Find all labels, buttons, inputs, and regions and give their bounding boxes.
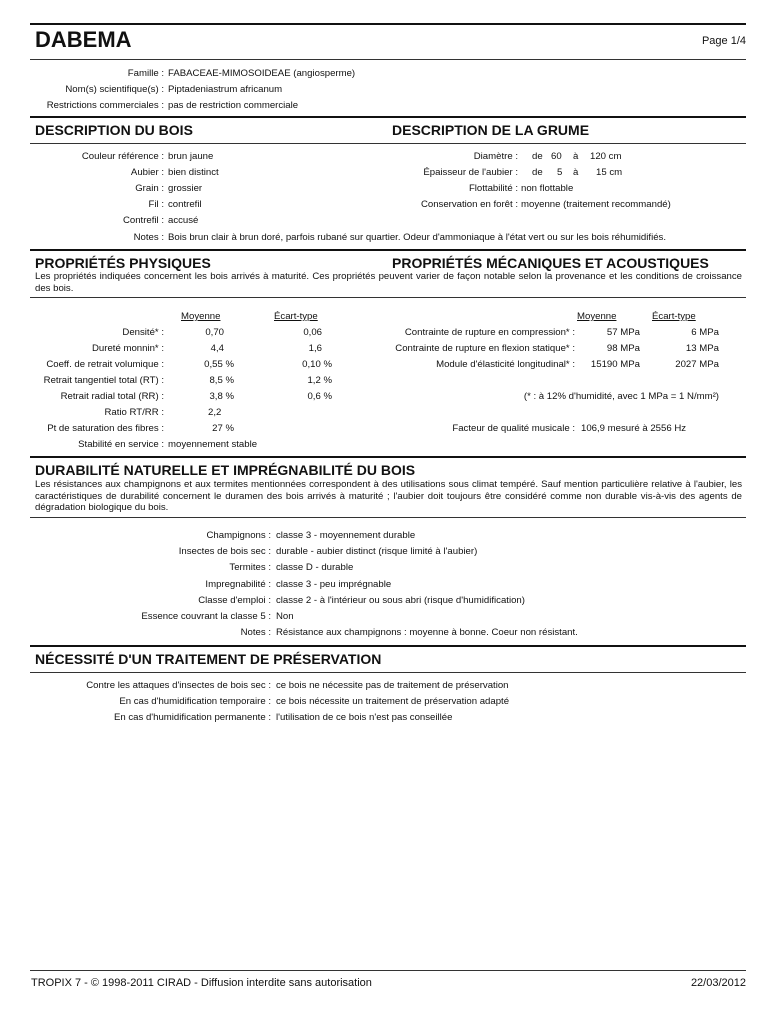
flottabilite-label: Flottabilité : bbox=[468, 183, 518, 194]
traitement-row-value: l'utilisation de ce bois n'est pas conseillée bbox=[276, 712, 453, 723]
notes-value: Bois brun clair à brun doré, parfois rubané sur quartier. Odeur d'ammoniaque à l'état vert ou sur les bois réhumidifiés. bbox=[168, 232, 666, 243]
phys-row-ecart: 0,6 % bbox=[307, 391, 332, 402]
footer-copyright: TROPIX 7 - © 1998-2011 CIRAD - Diffusion interdite sans autorisation bbox=[31, 977, 372, 989]
flottabilite-value: non flottable bbox=[521, 183, 574, 194]
section-rule bbox=[30, 517, 746, 518]
famille-value: FABACEAE-MIMOSOIDEAE (angiosperme) bbox=[168, 68, 356, 79]
diametre-de: de bbox=[532, 151, 543, 162]
physiques-col-moyenne: Moyenne bbox=[181, 311, 221, 322]
mecaniques-heading: PROPRIÉTÉS MÉCANIQUES ET ACOUSTIQUES bbox=[392, 255, 709, 271]
phys-row-moyenne: 0,55 % bbox=[204, 359, 234, 370]
page-title: DABEMA bbox=[35, 27, 132, 52]
section-rule bbox=[30, 645, 746, 647]
fil-label: Fil : bbox=[148, 199, 164, 210]
aubier-label: Aubier : bbox=[130, 167, 164, 178]
grume-heading: DESCRIPTION DE LA GRUME bbox=[392, 122, 590, 138]
section-rule bbox=[30, 672, 746, 673]
couleur-value: brun jaune bbox=[168, 151, 214, 162]
meca-row-ecart: 6 MPa bbox=[691, 327, 719, 338]
footer-date: 22/03/2012 bbox=[690, 977, 746, 989]
conservation-value: moyenne (traitement recommandé) bbox=[521, 199, 671, 210]
aubier-value: bien distinct bbox=[168, 167, 219, 178]
bois-heading: DESCRIPTION DU BOIS bbox=[35, 122, 193, 138]
aubier-thickness-a: à bbox=[573, 167, 579, 178]
classe5-value: Non bbox=[276, 611, 294, 622]
footer-rule bbox=[30, 970, 746, 971]
restrictions-value: pas de restriction commerciale bbox=[168, 100, 299, 111]
phys-row-label: Ratio RT/RR : bbox=[104, 407, 164, 418]
diametre-max: 120 cm bbox=[590, 151, 622, 162]
fil-value: contrefil bbox=[168, 199, 202, 210]
mecaniques-footnote: (* : à 12% d'humidité, avec 1 MPa = 1 N/mm²) bbox=[523, 391, 719, 402]
musical-value: 106,9 mesuré à 2556 Hz bbox=[581, 423, 687, 434]
phys-row-ecart: 1,2 % bbox=[307, 375, 332, 386]
aubier-thickness-min: 5 bbox=[557, 167, 563, 178]
diametre-min: 60 bbox=[551, 151, 562, 162]
impregnabilite-value: classe 3 - peu imprégnable bbox=[276, 579, 392, 590]
phys-row-label: Densité* : bbox=[122, 327, 164, 338]
physiques-heading: PROPRIÉTÉS PHYSIQUES bbox=[35, 255, 211, 271]
header-rule bbox=[30, 59, 746, 60]
traitement-row-label: En cas d'humidification temporaire : bbox=[119, 696, 271, 707]
couleur-label: Couleur référence : bbox=[81, 151, 164, 162]
physiques-col-ecart: Écart-type bbox=[274, 311, 318, 322]
phys-row-ecart: 0,10 % bbox=[302, 359, 332, 370]
aubier-thickness-label: Épaisseur de l'aubier : bbox=[423, 167, 518, 178]
phys-row-moyenne: 2,2 bbox=[208, 407, 222, 418]
phys-row-ecart: 0,06 bbox=[303, 327, 322, 338]
traitement-row-label: En cas d'humidification permanente : bbox=[113, 712, 271, 723]
impregnabilite-label: Impregnabilité : bbox=[205, 579, 271, 590]
conservation-label: Conservation en forêt : bbox=[420, 199, 518, 210]
meca-row-label: Contrainte de rupture en compression* : bbox=[404, 327, 575, 338]
phys-row-label: Dureté monnin* : bbox=[92, 343, 164, 354]
phys-row-moyenne: 8,5 % bbox=[209, 375, 234, 386]
physiques-intro: Les propriétés indiquées concernent les bois arrivés à maturité. Ces propriétés peuvent varier de façon notable selon la provenance et les conditions de croissance des bois. bbox=[35, 271, 742, 294]
classe-emploi-value: classe 2 - à l'intérieur ou sous abri (risque d'humidification) bbox=[276, 595, 525, 606]
durabilite-intro: Les résistances aux champignons et aux termites mentionnées correspondent à des utilisations sous climat tempéré. Sauf mention particulière relative à l'aubier, les caractéristiques de durabilité concernent le duramen des bois arrivés à maturité ; l'aubier doit toujours être considéré comme non durable vis-à-vis des agents de dégradation biologique du bois. bbox=[35, 479, 742, 513]
durabilite-notes-label: Notes : bbox=[240, 627, 271, 638]
page-number: Page 1/4 bbox=[701, 35, 746, 47]
stabilite-value: moyennement stable bbox=[168, 439, 258, 450]
meca-row-moyenne: 98 MPa bbox=[606, 343, 640, 354]
section-rule bbox=[30, 143, 746, 144]
section-rule bbox=[30, 249, 746, 251]
mecaniques-col-ecart: Écart-type bbox=[652, 311, 696, 322]
durabilite-notes-value: Résistance aux champignons : moyenne à bonne. Coeur non résistant. bbox=[276, 627, 578, 638]
insectes-value: durable - aubier distinct (risque limité à l'aubier) bbox=[276, 546, 478, 557]
termites-value: classe D - durable bbox=[276, 562, 354, 573]
contrefil-label: Contrefil : bbox=[122, 215, 164, 226]
termites-label: Termites : bbox=[229, 562, 271, 573]
scientific-name-value: Piptadeniastrum africanum bbox=[168, 84, 283, 95]
phys-row-label: Pt de saturation des fibres : bbox=[47, 423, 164, 434]
classe-emploi-label: Classe d'emploi : bbox=[198, 595, 271, 606]
aubier-thickness-max: 15 cm bbox=[596, 167, 623, 178]
champignons-value: classe 3 - moyennement durable bbox=[276, 530, 416, 541]
mecaniques-col-moyenne: Moyenne bbox=[577, 311, 617, 322]
traitement-row-value: ce bois ne nécessite pas de traitement de préservation bbox=[276, 680, 509, 691]
stabilite-label: Stabilité en service : bbox=[78, 439, 164, 450]
phys-row-label: Coeff. de retrait volumique : bbox=[46, 359, 164, 370]
classe5-label: Essence couvrant la classe 5 : bbox=[141, 611, 271, 622]
phys-row-label: Retrait tangentiel total (RT) : bbox=[43, 375, 164, 386]
durabilite-heading: DURABILITÉ NATURELLE ET IMPRÉGNABILITÉ DU BOIS bbox=[35, 462, 416, 478]
musical-label: Facteur de qualité musicale : bbox=[452, 423, 575, 434]
section-rule bbox=[30, 116, 746, 118]
meca-row-ecart: 2027 MPa bbox=[675, 359, 719, 370]
grain-value: grossier bbox=[168, 183, 203, 194]
phys-row-moyenne: 0,70 bbox=[205, 327, 224, 338]
famille-label: Famille : bbox=[127, 68, 164, 79]
phys-row-ecart: 1,6 bbox=[308, 343, 322, 354]
phys-row-moyenne: 4,4 bbox=[210, 343, 224, 354]
contrefil-value: accusé bbox=[168, 215, 199, 226]
top-rule bbox=[30, 23, 746, 25]
insectes-label: Insectes de bois sec : bbox=[178, 546, 271, 557]
aubier-thickness-de: de bbox=[532, 167, 543, 178]
traitement-row-label: Contre les attaques d'insectes de bois sec : bbox=[86, 680, 271, 691]
phys-row-label: Retrait radial total (RR) : bbox=[60, 391, 164, 402]
champignons-label: Champignons : bbox=[206, 530, 271, 541]
diametre-a: à bbox=[573, 151, 579, 162]
traitement-heading: NÉCESSITÉ D'UN TRAITEMENT DE PRÉSERVATION bbox=[35, 651, 382, 667]
meca-row-label: Module d'élasticité longitudinal* : bbox=[436, 359, 575, 370]
diametre-label: Diamètre : bbox=[473, 151, 518, 162]
phys-row-moyenne: 27 % bbox=[212, 423, 234, 434]
meca-row-ecart: 13 MPa bbox=[685, 343, 719, 354]
meca-row-moyenne: 57 MPa bbox=[606, 327, 640, 338]
scientific-name-label: Nom(s) scientifique(s) : bbox=[65, 84, 164, 95]
meca-row-moyenne: 15190 MPa bbox=[590, 359, 640, 370]
section-rule bbox=[30, 456, 746, 458]
traitement-row-value: ce bois nécessite un traitement de préservation adapté bbox=[276, 696, 510, 707]
phys-row-moyenne: 3,8 % bbox=[209, 391, 234, 402]
section-rule bbox=[30, 297, 746, 298]
grain-label: Grain : bbox=[135, 183, 164, 194]
restrictions-label: Restrictions commerciales : bbox=[46, 100, 164, 111]
meca-row-label: Contrainte de rupture en flexion statique* : bbox=[395, 343, 575, 354]
notes-label: Notes : bbox=[133, 232, 164, 243]
